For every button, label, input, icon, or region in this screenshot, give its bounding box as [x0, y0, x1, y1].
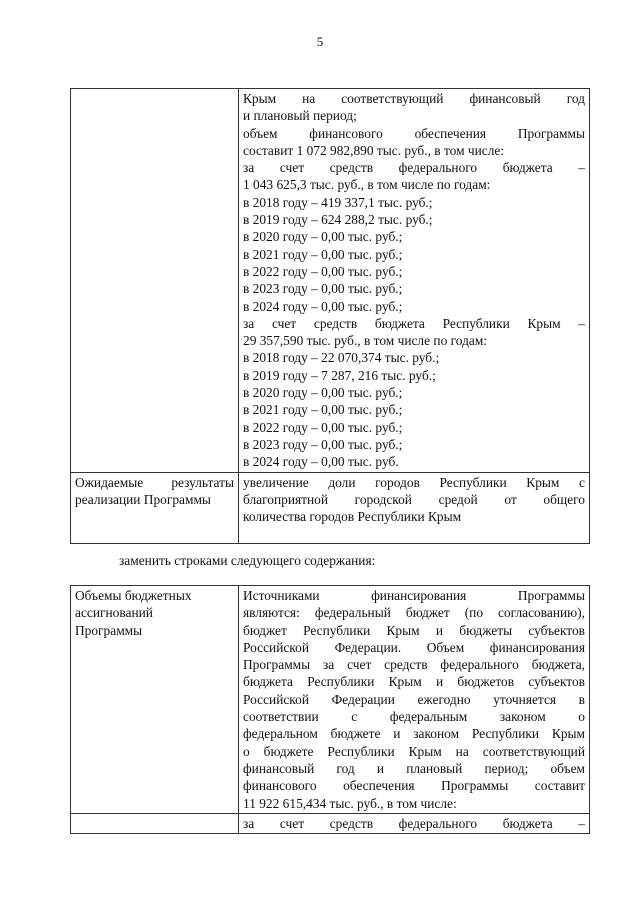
text-line: ассигнований: [75, 605, 153, 621]
text-line: 1 043 625,3 тыс. руб., в том числе по годам:: [243, 177, 491, 193]
table-cell-label: [71, 586, 239, 814]
text-line: благоприятной городской средой от общего: [243, 491, 585, 507]
text-line: финансовый год и плановый период; объем: [243, 760, 585, 776]
text-line: Источниками финансирования Программы: [243, 588, 585, 603]
text-line: за счет средств бюджета Республики Крым –: [243, 315, 585, 331]
text-line: составит 1 072 982,890 тыс. руб., в том числе:: [243, 142, 505, 158]
text-line: в 2024 году – 0,00 тыс. руб.;: [243, 298, 403, 314]
replacement-intro-text: заменить строками следующего содержания:: [119, 553, 376, 568]
text-line: Российской Федерации ежегодно уточняется в: [243, 691, 585, 707]
text-line: в 2019 году – 7 287, 216 тыс. руб.;: [243, 367, 436, 383]
text-line: за счет средств федерального бюджета –: [243, 815, 585, 831]
text-line: бюджета Республики Крым и бюджетов субъектов: [243, 674, 585, 690]
text-line: в 2018 году – 419 337,1 тыс. руб.;: [243, 194, 433, 210]
text-line: в 2021 году – 0,00 тыс. руб.;: [243, 246, 403, 262]
text-line: в 2023 году – 0,00 тыс. руб.;: [243, 436, 403, 452]
text-line: Российской Федерации. Объем финансирования: [243, 639, 585, 655]
text-line: за счет средств федерального бюджета –: [243, 160, 585, 176]
text-line: Ожидаемые результаты: [75, 474, 234, 490]
table-row: [71, 89, 590, 473]
text-line: Крым на соответствующий финансовый год: [243, 91, 585, 106]
text-line: в 2018 году – 22 070,374 тыс. руб.;: [243, 350, 440, 366]
table-cell-content: [239, 89, 590, 473]
text-line: соответствии с федеральным законом о: [243, 709, 585, 725]
text-line: являются: федеральный бюджет (по согласованию),: [243, 605, 585, 621]
table-cell-label: [71, 813, 239, 833]
table-previous-text: [70, 88, 590, 544]
table-row: [71, 472, 590, 543]
text-line: Объемы бюджетных: [75, 588, 192, 603]
table-cell-content: [239, 472, 590, 543]
table-replacement-text: [70, 585, 590, 834]
text-line: 29 357,590 тыс. руб., в том числе по годам:: [243, 333, 488, 349]
table-row: [71, 586, 590, 814]
text-line: 11 922 615,434 тыс. руб., в том числе:: [243, 795, 457, 811]
text-line: объем финансового обеспечения Программы: [243, 125, 585, 141]
page-number: 5: [316, 34, 324, 49]
text-line: реализации Программы: [75, 491, 211, 507]
text-line: федеральном бюджете и законом Республики Крым: [243, 726, 585, 742]
table-cell-label: [71, 472, 239, 543]
table-cell-content: [239, 813, 590, 833]
text-line: бюджет Республики Крым и бюджеты субъектов: [243, 622, 585, 638]
text-line: в 2024 году – 0,00 тыс. руб.: [243, 454, 399, 470]
text-line: увеличение доли городов Республики Крым с: [243, 474, 585, 490]
table-row: [71, 813, 590, 833]
text-line: Программы за счет средств федерального бюджета,: [243, 657, 585, 673]
text-line: финансового обеспечения Программы составит: [243, 778, 585, 794]
text-line: в 2023 году – 0,00 тыс. руб.;: [243, 281, 403, 297]
table-cell-label: [71, 89, 239, 473]
text-line: Программы: [75, 622, 143, 638]
text-line: количества городов Республики Крым: [243, 509, 462, 525]
table-cell-content: [239, 586, 590, 814]
text-line: в 2019 году – 624 288,2 тыс. руб.;: [243, 212, 433, 228]
text-line: в 2022 году – 0,00 тыс. руб.;: [243, 263, 403, 279]
text-line: и плановый период;: [243, 108, 357, 124]
text-line: в 2020 году – 0,00 тыс. руб.;: [243, 229, 403, 245]
text-line: в 2022 году – 0,00 тыс. руб.;: [243, 419, 403, 435]
text-line: в 2021 году – 0,00 тыс. руб.;: [243, 402, 403, 418]
text-line: в 2020 году – 0,00 тыс. руб.;: [243, 385, 403, 401]
text-line: о бюджете Республики Крым на соответствующий: [243, 743, 585, 759]
